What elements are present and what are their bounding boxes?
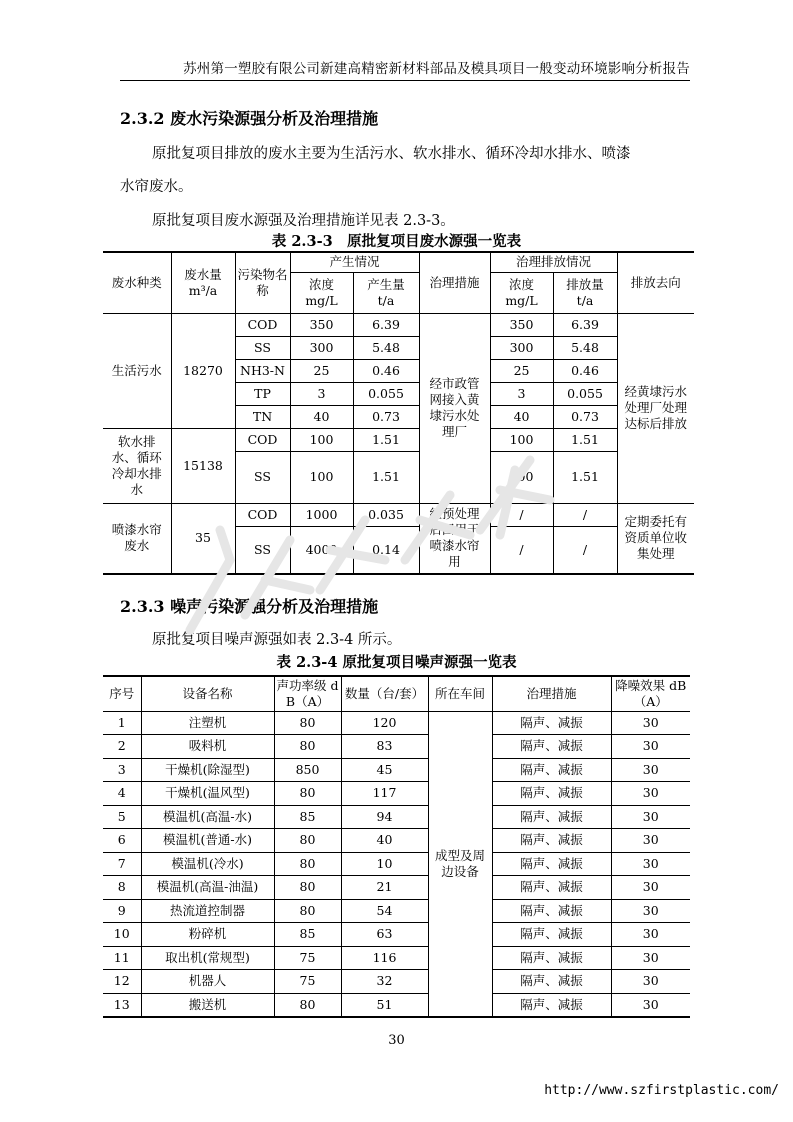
quantity-cell: 94 [341,805,428,829]
power-cell: 80 [274,735,341,759]
table-row [103,735,690,759]
discharge-amount-cell: 1.51 [553,451,617,503]
conc-cell: 4000 [290,526,353,574]
conc-cell: 1000 [290,503,353,526]
measure-cell: 隔声、减振 [492,829,611,853]
measure-cell: 隔声、减振 [492,970,611,994]
quantity-cell: 117 [341,782,428,806]
header-noise-reduction: 降噪效果 dB（A） [611,676,690,711]
no-cell: 10 [103,923,141,947]
header-pollutant-name: 污染物名称 [235,252,290,313]
header-production-amount [353,272,419,313]
destination-cell: 定期委托有资质单位收集处理 [617,503,694,574]
quantity-cell: 116 [341,946,428,970]
amount-cell: 0.73 [353,405,419,428]
section-heading-wastewater: 2.3.2 废水污染源强分析及治理措施 [120,109,379,128]
effect-cell: 30 [611,782,690,806]
discharge-conc-cell: / [490,503,553,526]
table-row [103,758,690,782]
wastewater-paragraph-line-1: 原批复项目排放的废水主要为生活污水、软水排水、循环冷却水排水、喷漆 [152,146,631,162]
effect-cell: 30 [611,899,690,923]
power-cell: 75 [274,970,341,994]
table-2-3-3-caption: 表 2.3-3 原批复项目废水源强一览表 [271,233,522,250]
discharge-conc-cell: 40 [490,405,553,428]
wastewater-source-table [103,251,694,575]
conc-cell: 3 [290,382,353,405]
discharge-amount-cell: 0.46 [553,359,617,382]
effect-cell: 30 [611,993,690,1017]
equipment-cell: 机器人 [141,970,274,994]
table-row [103,503,694,526]
conc-cell: 25 [290,359,353,382]
conc-cell: 100 [290,451,353,503]
noise-source-table [103,675,690,1018]
equipment-cell: 模温机(高温-油温) [141,876,274,900]
wastewater-table-reference: 原批复项目废水源强及治理措施详见表 2.3-3。 [152,213,455,229]
measure-cell: 隔声、减振 [492,711,611,735]
no-cell: 5 [103,805,141,829]
amount-cell: 0.055 [353,382,419,405]
discharge-conc-cell: 100 [490,451,553,503]
footer-url[interactable]: http://www.szfirstplastic.com/ [544,1083,779,1098]
measure-cell: 隔声、减振 [492,923,611,947]
measure-cell: 隔声、减振 [492,735,611,759]
destination-cell: 经黄埭污水处理厂处理达标后排放 [617,313,694,503]
pollutant-cell: COD [235,428,290,451]
header-amount-unit: t/a [377,292,395,308]
equipment-cell: 吸料机 [141,735,274,759]
no-cell: 7 [103,852,141,876]
table-row [103,313,694,336]
discharge-conc-cell: 300 [490,336,553,359]
amount-cell: 0.14 [353,526,419,574]
amount-cell: 6.39 [353,313,419,336]
power-cell: 80 [274,899,341,923]
measure-cell: 隔声、减振 [492,805,611,829]
table-row [103,899,690,923]
measure-cell: 隔声、减振 [492,852,611,876]
header-wastewater-type: 废水种类 [103,252,171,313]
header-volume-unit: m³/a [188,282,218,298]
table-row [103,782,690,806]
header-production-conc [290,272,353,313]
pollutant-cell: COD [235,503,290,526]
wastewater-volume-cell: 18270 [171,313,235,428]
discharge-conc-cell: 100 [490,428,553,451]
effect-cell: 30 [611,876,690,900]
no-cell: 1 [103,711,141,735]
table-row [103,923,690,947]
header-conc-unit: mg/L [305,292,338,308]
header-volume-label: 废水量 [184,266,222,282]
discharge-amount-cell: 0.73 [553,405,617,428]
equipment-cell: 热流道控制器 [141,899,274,923]
conc-cell: 100 [290,428,353,451]
equipment-cell: 干燥机(除湿型) [141,758,274,782]
page-header: 苏州第一塑胶有限公司新建高精密新材料部品及模具项目一般变动环境影响分析报告 [120,57,690,81]
effect-cell: 30 [611,970,690,994]
header-d-conc-label: 浓度 [509,276,535,292]
measure-cell: 隔声、减振 [492,876,611,900]
workshop-cell: 成型及周边设备 [428,711,492,1017]
power-cell: 80 [274,852,341,876]
amount-cell: 1.51 [353,451,419,503]
effect-cell: 30 [611,735,690,759]
wastewater-volume-cell: 15138 [171,428,235,503]
amount-cell: 1.51 [353,428,419,451]
pollutant-cell: SS [235,336,290,359]
wastewater-paragraph-line-2: 水帘废水。 [120,179,193,195]
effect-cell: 30 [611,852,690,876]
table-row [103,946,690,970]
discharge-conc-cell: 25 [490,359,553,382]
quantity-cell: 40 [341,829,428,853]
amount-cell: 0.46 [353,359,419,382]
no-cell: 2 [103,735,141,759]
no-cell: 12 [103,970,141,994]
power-cell: 80 [274,711,341,735]
quantity-cell: 51 [341,993,428,1017]
noise-table-reference: 原批复项目噪声源强如表 2.3-4 所示。 [152,632,402,648]
wastewater-type-cell: 喷漆水帘废水 [103,503,171,574]
measure-cell: 隔声、减振 [492,782,611,806]
discharge-amount-cell: / [553,503,617,526]
equipment-cell: 模温机(高温-水) [141,805,274,829]
table-row [103,876,690,900]
measure-cell: 隔声、减振 [492,993,611,1017]
header-equipment-name: 设备名称 [141,676,274,711]
pollutant-cell: COD [235,313,290,336]
wastewater-type-cell: 软水排水、循环冷却水排水 [103,428,171,503]
effect-cell: 30 [611,829,690,853]
effect-cell: 30 [611,946,690,970]
conc-cell: 40 [290,405,353,428]
header-destination: 排放去向 [617,252,694,313]
pollutant-cell: SS [235,526,290,574]
quantity-cell: 10 [341,852,428,876]
no-cell: 4 [103,782,141,806]
measure-cell: 隔声、减振 [492,758,611,782]
header-measure: 治理措施 [492,676,611,711]
no-cell: 6 [103,829,141,853]
pollutant-cell: TP [235,382,290,405]
treatment-cell: 经预处理后回用于喷漆水帘用 [419,503,490,574]
table-2-3-4-caption: 表 2.3-4 原批复项目噪声源强一览表 [276,654,517,671]
wastewater-type-cell: 生活污水 [103,313,171,428]
no-cell: 13 [103,993,141,1017]
discharge-amount-cell: 6.39 [553,313,617,336]
header-d-conc-unit: mg/L [505,292,538,308]
power-cell: 85 [274,923,341,947]
conc-cell: 350 [290,313,353,336]
quantity-cell: 45 [341,758,428,782]
no-cell: 8 [103,876,141,900]
equipment-cell: 搬送机 [141,993,274,1017]
no-cell: 11 [103,946,141,970]
measure-cell: 隔声、减振 [492,946,611,970]
no-cell: 9 [103,899,141,923]
table-row [103,852,690,876]
discharge-conc-cell: 3 [490,382,553,405]
table-row [103,970,690,994]
quantity-cell: 54 [341,899,428,923]
pollutant-cell: SS [235,451,290,503]
header-d-amount-unit: t/a [576,292,594,308]
equipment-cell: 模温机(冷水) [141,852,274,876]
header-sound-power: 声功率级 dB（A） [274,676,341,711]
measure-cell: 隔声、减振 [492,899,611,923]
section-heading-noise: 2.3.3 噪声污染源强分析及治理措施 [120,597,379,616]
no-cell: 3 [103,758,141,782]
treatment-cell: 经市政管网接入黄埭污水处理厂 [419,313,490,503]
effect-cell: 30 [611,805,690,829]
header-discharge-amount [553,272,617,313]
header-treatment: 治理措施 [419,252,490,313]
pollutant-cell: TN [235,405,290,428]
quantity-cell: 63 [341,923,428,947]
amount-cell: 0.035 [353,503,419,526]
quantity-cell: 120 [341,711,428,735]
header-quantity: 数量（台/套） [341,676,428,711]
header-wastewater-volume [171,252,235,313]
discharge-amount-cell: 0.055 [553,382,617,405]
discharge-amount-cell: 5.48 [553,336,617,359]
table-row [103,428,694,451]
equipment-cell: 粉碎机 [141,923,274,947]
power-cell: 80 [274,782,341,806]
equipment-cell: 干燥机(温风型) [141,782,274,806]
header-d-amount-label: 排放量 [566,276,604,292]
discharge-amount-cell: / [553,526,617,574]
discharge-conc-cell: / [490,526,553,574]
discharge-amount-cell: 1.51 [553,428,617,451]
equipment-cell: 取出机(常规型) [141,946,274,970]
header-amount-label: 产生量 [367,276,405,292]
quantity-cell: 83 [341,735,428,759]
power-cell: 80 [274,993,341,1017]
wastewater-volume-cell: 35 [171,503,235,574]
effect-cell: 30 [611,758,690,782]
power-cell: 850 [274,758,341,782]
conc-cell: 300 [290,336,353,359]
header-discharge-conc [490,272,553,313]
quantity-cell: 21 [341,876,428,900]
effect-cell: 30 [611,923,690,947]
quantity-cell: 32 [341,970,428,994]
table-row [103,993,690,1017]
power-cell: 75 [274,946,341,970]
table-row [103,805,690,829]
power-cell: 85 [274,805,341,829]
power-cell: 80 [274,876,341,900]
page-number: 30 [388,1033,405,1048]
discharge-conc-cell: 350 [490,313,553,336]
table-row [103,711,690,735]
effect-cell: 30 [611,711,690,735]
pollutant-cell: NH3-N [235,359,290,382]
header-workshop: 所在车间 [428,676,492,711]
equipment-cell: 模温机(普通-水) [141,829,274,853]
table-row [103,829,690,853]
header-discharge: 治理排放情况 [490,252,617,272]
header-conc-label: 浓度 [308,276,334,292]
header-no: 序号 [103,676,141,711]
amount-cell: 5.48 [353,336,419,359]
power-cell: 80 [274,829,341,853]
equipment-cell: 注塑机 [141,711,274,735]
header-production: 产生情况 [290,252,419,272]
